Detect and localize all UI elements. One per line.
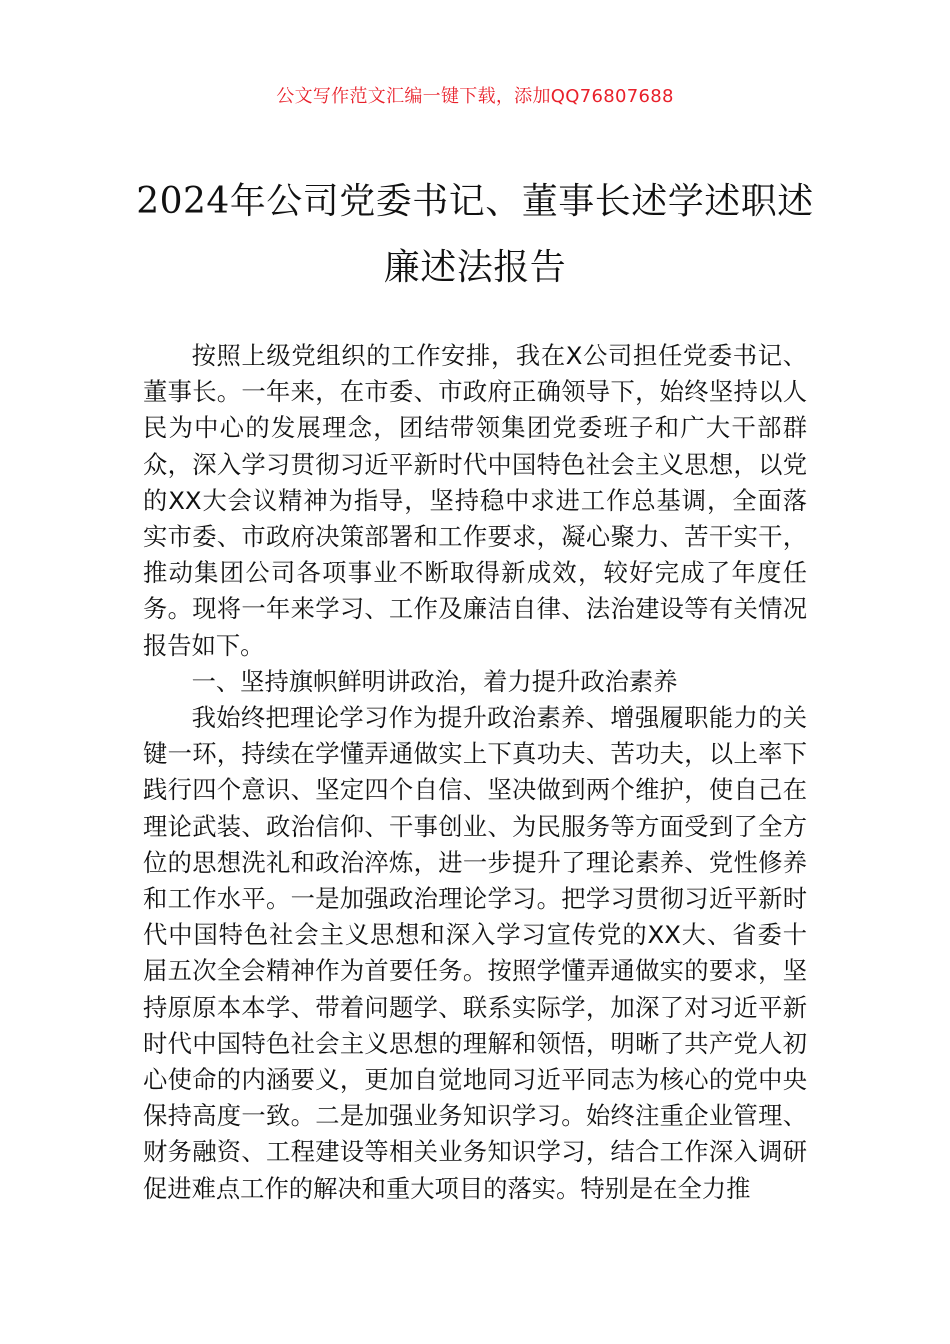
section-heading-1: 一、坚持旗帜鲜明讲政治，着力提升政治素养 <box>191 666 678 696</box>
download-notice: 公文写作范文汇编一键下载，添加QQ76807688 <box>276 86 674 107</box>
document-body <box>143 338 807 1207</box>
document-title-line-1: 2024年公司党委书记、董事长述学述职述 <box>136 181 814 222</box>
intro-paragraph: 按照上级党组织的工作安排，我在X公司担任党委书记、董事长。一年来，在市委、市政府正确领导下，始终坚持以人民为中心的发展理念，团结带领集团党委班子和广大干部群众，深入学习贯彻习近平新时代中国特色社会主义思想，以党的XX大会议精神为指导，坚持稳中求进工作总基调，全面落实市委、市政府决策部署和工作要求，凝心聚力、苦干实干，推动集团公司各项事业不断取得新成效，较好完成了年度任务。现将一年来学习、工作及廉洁自律、法治建设等有关情况报告如下。 <box>143 341 807 660</box>
document-title-line-2: 廉述法报告 <box>383 247 567 288</box>
section-1-paragraph: 我始终把理论学习作为提升政治素养、增强履职能力的关键一环，持续在学懂弄通做实上下真功夫、苦功夫，以上率下践行四个意识、坚定四个自信、坚决做到两个维护，使自己在理论武装、政治信仰、干事创业、为民服务等方面受到了全方位的思想洗礼和政治淬炼，进一步提升了理论素养、党性修养和工作水平。一是加强政治理论学习。把学习贯彻习近平新时代中国特色社会主义思想和深入学习宣传党的XX大、省委十届五次全会精神作为首要任务。按照学懂弄通做实的要求，坚持原原本本学、带着问题学、联系实际学，加深了对习近平新时代中国特色社会主义思想的理解和领悟，明晰了共产党人初心使命的内涵要义，更加自觉地同习近平同志为核心的党中央保持高度一致。二是加强业务知识学习。始终注重企业管理、财务融资、工程建设等相关业务知识学习，结合工作深入调研促进难点工作的解决和重大项目的落实。特别是在全力推 <box>143 703 807 1203</box>
